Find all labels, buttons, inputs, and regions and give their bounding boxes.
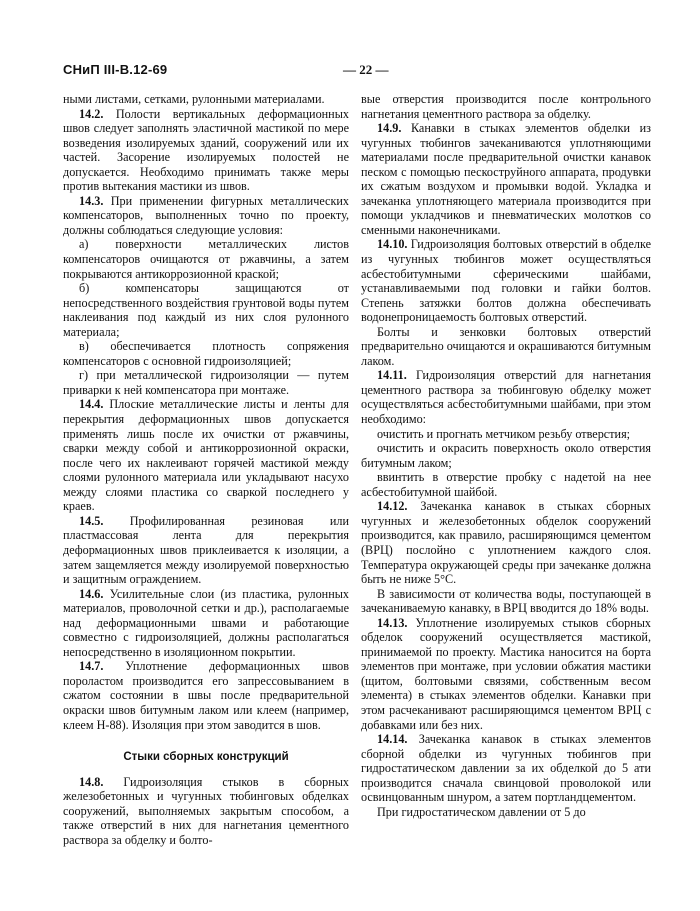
right-column (361, 92, 651, 819)
clause-number: 14.8. (79, 774, 104, 789)
list-item-v: в) обеспечивается плотность сопряжения компенсаторов с основной гидроизоляцией; (63, 339, 349, 368)
clause-text: Гидроизоляция отверстий для нагнетания цементного раствора за тюбинговую обделку может осуществляться асбестобитумными шайбами, при этом необходимо: (361, 368, 651, 427)
paragraph-14-3 (63, 194, 349, 238)
paragraph-pressure: При гидростатическом давлении от 5 до (377, 804, 586, 819)
paragraph-14-4 (63, 397, 349, 513)
clause-number: 14.6. (79, 586, 104, 601)
paragraph-14-5 (63, 514, 349, 587)
clause-text: Зачеканка канавок в стыках элементов сборной обделки из чугунных тюбингов при гидростатическом давлении за их обделкой до 5 ати производится сначала свинцовой проволокой или освинцованным шнуром, а затем портландцементом. (361, 732, 651, 805)
paragraph-14-2 (63, 107, 349, 194)
clause-text: Усилительные слои (из пластика, рулонных материалов, проволочной сетки и др.), располагаемые над деформационными швами и работающие совместно с гидроизоляцией, должны располагаться непосредственно в изоляционном покрытии. (63, 586, 349, 659)
clause-text: Гидроизоляция болтовых отверстий в обделке из чугунных тюбингов может осуществляться асбестобитумными сферическими шайбами, устанавливаемыми под головки и гайки болтов. Степень затяжки болтов должна обеспечивать водонепроницаемость болтовых отверстий. (361, 237, 651, 325)
paragraph-14-12 (361, 499, 651, 586)
clause-text: Полости вертикальных деформационных швов следует заполнять эластичной мастикой по мере возведения изолируемых зданий, сооружений или их частей. Засорение изолируемых полостей не допускается. Необходимо принимать также меры против вытекания мастики из швов. (63, 106, 349, 194)
clause-number: 14.9. (377, 121, 402, 136)
list-item-paint-surface: очистить и окрасить поверхность около отверстия битумным лаком; (361, 441, 651, 470)
paragraph-continuation: ными листами, сетками, рулонными материалами. (63, 92, 325, 106)
clause-text: Профилированная резиновая или пластмассовая лента для перекрытия деформационных швов приклеивается к изоляции, а затем защемляется между изолируемой поверхностью и защитным ограждением. (63, 513, 349, 587)
clause-text: При применении фигурных металлических компенсаторов, выполненных точно по проекту, должны соблюдаться следующие условия: (63, 193, 349, 237)
clause-text: Уплотнение деформационных швов пороластом производится его запрессовыванием в сжатом состоянии в швы после предварительной окраски швов битумным лаком или клеем (например, клеем Н-88). Изоляция при этом заводится в шов. (63, 659, 349, 732)
section-heading: Стыки сборных конструкций (123, 751, 289, 764)
clause-number: 14.14. (377, 732, 408, 747)
list-item-clean-thread: очистить и прогнать метчиком резьбу отверстия; (377, 426, 631, 441)
clause-number: 14.4. (79, 397, 104, 412)
paragraph-14-7 (63, 659, 349, 732)
paragraph-14-9 (361, 121, 651, 237)
clause-number: 14.10. (377, 237, 408, 252)
clause-number: 14.7. (79, 659, 104, 674)
clause-text: Зачеканка канавок в стыках сборных чугунных и железобетонных обделок сооружений производится, как правило, расширяющимся цементом (ВРЦ) послойно с уплотнением каждого слоя. Температура окружающей среды при зачеканке должна быть не ниже 5°С. (361, 499, 651, 587)
document-code: СНиП III-В.12-69 (63, 62, 168, 77)
list-item-a: а) поверхности металлических листов компенсаторов очищаются от ржавчины, а затем покрываются антикоррозионной краской; (63, 237, 349, 281)
list-item-b: б) компенсаторы защищаются от непосредственного воздействия грунтовой воды путем наклеивания под каждый из них слоя рулонного материала; (63, 281, 349, 339)
clause-text: Плоские металлические листы и ленты для перекрытия деформационных швов допускается применять лишь после их очистки от ржавчины, сварки между собой и антикоррозионной окраски, после чего их наклеивают горячей мастикой между слоями рулонного материала или укладывают насухо между слоями пластика со сваркой последнего у краев. (63, 397, 349, 514)
clause-number: 14.3. (79, 193, 104, 208)
paragraph-14-6 (63, 587, 349, 660)
clause-number: 14.13. (377, 615, 408, 630)
page-header (63, 62, 653, 78)
paragraph-14-14 (361, 732, 651, 805)
paragraph-14-10 (361, 237, 651, 324)
clause-number: 14.11. (377, 368, 407, 383)
list-item-g: г) при металлической гидроизоляции — путем приварки к ней компенсатора при монтаже. (63, 368, 349, 397)
paragraph-14-8 (63, 775, 349, 848)
paragraph-14-11 (361, 368, 651, 426)
clause-number: 14.5. (79, 513, 104, 528)
clause-number: 14.12. (377, 499, 408, 514)
paragraph-14-13 (361, 616, 651, 732)
paragraph-continuation: вые отверстия производится после контрольного нагнетания цементного раствора за обделку. (361, 92, 651, 121)
paragraph-bolts: Болты и зенковки болтовых отверстий предварительно очищаются и окрашиваются битумным лаком. (361, 324, 651, 368)
clause-number: 14.2. (79, 106, 104, 121)
paragraph-water-amount: В зависимости от количества воды, поступающей в зачеканиваемую канавку, в ВРЦ вводится до 18% воды. (361, 586, 651, 616)
clause-text: Уплотнение изолируемых стыков сборных обделок сооружений осуществляется мастикой, принимаемой по проекту. Мастика наносится на борта элементов при монтаже, при условии обжатия мастики (щитом, болтовыми связями, собственным весом элемента) в стыках элементов обделки. Канавки при этом расчеканивают расширяющимся цементом ВРЦ с добавками или без них. (361, 615, 651, 732)
page-number: — 22 — (343, 62, 389, 77)
clause-text: Канавки в стыках элементов обделки из чугунных тюбингов зачеканиваются уплотняющими материалами после предварительной очистки канавок песком с помощью пескоструйного аппарата, продувки их сжатым воздухом и промывки водой. Укладка и зачеканка уплотняющего материала производится при помощи укладчиков и пневматических молотков со сменными наконечниками. (361, 121, 651, 237)
left-column (63, 92, 349, 847)
list-item-screw-plug: ввинтить в отверстие пробку с надетой на нее асбестобитумной шайбой. (361, 470, 651, 499)
clause-text: Гидроизоляция стыков в сборных железобетонных и чугунных тюбинговых обделках сооружений, выполняемых закрытым способом, а также отверстий в них для нагнетания цементного раствора за обделку и болто- (63, 774, 349, 847)
